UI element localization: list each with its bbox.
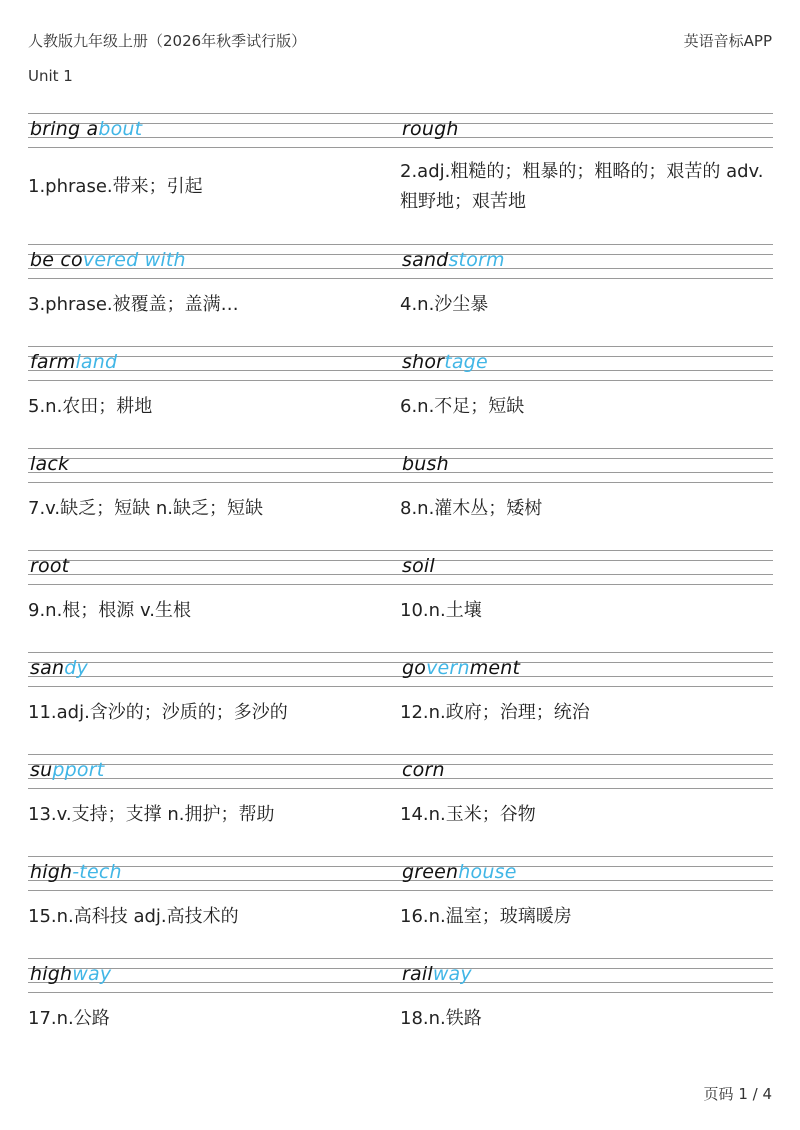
definition-left: 11.adj.含沙的；沙质的；多沙的 [28, 702, 288, 723]
definition-right: 2.adj.粗糙的；粗暴的；粗略的；艰苦的 adv.粗野地；艰苦地 [400, 161, 764, 212]
word-highlight-part: house [458, 861, 517, 883]
guide-line [28, 560, 773, 561]
definition-right: 16.n.温室；玻璃暖房 [400, 906, 572, 927]
word-highlight-part: vern [426, 657, 470, 679]
app-name: 英语音标APP [683, 32, 772, 50]
vocab-word-left [30, 860, 122, 884]
vocab-row [28, 448, 773, 550]
handwriting-lines [28, 113, 773, 151]
guide-line [28, 968, 773, 969]
word-part: rail [402, 963, 433, 985]
guide-line [28, 992, 773, 993]
vocab-word-left [30, 962, 111, 986]
vocab-word-left [30, 452, 69, 476]
definition-left: 13.v.支持；支撑 n.拥护；帮助 [28, 804, 275, 825]
word-highlight-part: tage [444, 351, 488, 373]
guide-line [28, 676, 773, 677]
word-highlight-part: land [75, 351, 118, 373]
word-part: bring a [30, 118, 99, 140]
guide-line [28, 574, 773, 575]
handwriting-lines [28, 448, 773, 486]
definition-right: 12.n.政府；治理；统治 [400, 702, 590, 723]
guide-line [28, 778, 773, 779]
vocab-word-left [30, 656, 88, 680]
word-part: high [30, 963, 73, 985]
guide-line [28, 472, 773, 473]
guide-line [28, 856, 773, 857]
guide-line [28, 958, 773, 959]
vocab-word-right [402, 656, 520, 680]
word-part: soil [402, 555, 435, 577]
word-highlight-part: -tech [72, 861, 122, 883]
guide-line [28, 550, 773, 551]
definition-right: 6.n.不足；短缺 [400, 396, 525, 417]
word-highlight-part: way [432, 963, 472, 985]
vocab-word-right [402, 117, 459, 141]
guide-line [28, 754, 773, 755]
vocab-word-right [402, 350, 488, 374]
page-number: 页码 1 / 4 [703, 1085, 772, 1103]
word-part: root [30, 555, 70, 577]
guide-line [28, 890, 773, 891]
guide-line [28, 448, 773, 449]
document-title: 人教版九年级上册（2026年秋季试行版） [28, 32, 307, 50]
guide-line [28, 147, 773, 148]
guide-line [28, 346, 773, 347]
word-part: corn [402, 759, 445, 781]
definition-left: 15.n.高科技 adj.高技术的 [28, 906, 239, 927]
guide-line [28, 982, 773, 983]
vocab-word-right [402, 962, 472, 986]
definition-right: 18.n.铁路 [400, 1008, 482, 1029]
handwriting-lines [28, 856, 773, 894]
word-highlight-part: storm [448, 249, 505, 271]
vocab-row [28, 754, 773, 856]
word-part: sand [402, 249, 449, 271]
word-highlight-part: pport [52, 759, 105, 781]
guide-line [28, 652, 773, 653]
definition-right: 10.n.土壤 [400, 600, 482, 621]
vocab-word-left [30, 758, 104, 782]
vocab-row [28, 652, 773, 754]
guide-line [28, 370, 773, 371]
vocab-row [28, 958, 773, 1060]
definition-left: 1.phrase.带来；引起 [28, 176, 203, 197]
word-part: farm [30, 351, 76, 373]
definition-right: 8.n.灌木丛；矮树 [400, 498, 543, 519]
guide-line [28, 880, 773, 881]
vocab-word-left [30, 248, 186, 272]
vocab-word-right [402, 860, 517, 884]
definition-left: 9.n.根；根源 v.生根 [28, 600, 192, 621]
handwriting-lines [28, 652, 773, 690]
definition-right: 14.n.玉米；谷物 [400, 804, 536, 825]
guide-line [28, 482, 773, 483]
guide-line [28, 244, 773, 245]
word-part: san [30, 657, 65, 679]
definition-right: 4.n.沙尘暴 [400, 294, 489, 315]
handwriting-lines [28, 346, 773, 384]
word-part: shor [402, 351, 445, 373]
guide-line [28, 584, 773, 585]
vocab-word-right [402, 452, 449, 476]
guide-line [28, 788, 773, 789]
guide-line [28, 866, 773, 867]
definition-left: 17.n.公路 [28, 1008, 110, 1029]
vocab-row [28, 113, 773, 244]
guide-line [28, 686, 773, 687]
guide-line [28, 458, 773, 459]
handwriting-lines [28, 550, 773, 588]
guide-line [28, 278, 773, 279]
word-part: rough [402, 118, 459, 140]
word-highlight-part: dy [64, 657, 88, 679]
vocab-row [28, 550, 773, 652]
word-part: be co [30, 249, 83, 271]
vocab-word-right [402, 758, 445, 782]
vocab-word-left [30, 117, 142, 141]
vocab-word-left [30, 350, 117, 374]
vocabulary-grid [28, 113, 773, 1060]
guide-line [28, 356, 773, 357]
vocab-word-left [30, 554, 69, 578]
word-part: high [30, 861, 73, 883]
guide-line [28, 662, 773, 663]
word-part: go [402, 657, 427, 679]
word-highlight-part: vered with [82, 249, 186, 271]
vocab-word-right [402, 554, 435, 578]
vocab-word-right [402, 248, 505, 272]
definition-left: 7.v.缺乏；短缺 n.缺乏；短缺 [28, 498, 264, 519]
handwriting-lines [28, 244, 773, 282]
guide-line [28, 380, 773, 381]
handwriting-lines [28, 754, 773, 792]
definition-left: 5.n.农田；耕地 [28, 396, 153, 417]
word-part: lack [30, 453, 70, 475]
vocab-row [28, 346, 773, 448]
word-part: su [30, 759, 53, 781]
vocab-row [28, 244, 773, 346]
word-part: bush [402, 453, 449, 475]
definition-left: 3.phrase.被覆盖；盖满… [28, 294, 239, 315]
word-part: ment [469, 657, 521, 679]
word-highlight-part: bout [98, 118, 143, 140]
unit-label: Unit 1 [28, 67, 73, 85]
guide-line [28, 113, 773, 114]
word-part: green [402, 861, 459, 883]
vocab-row [28, 856, 773, 958]
word-highlight-part: way [72, 963, 112, 985]
handwriting-lines [28, 958, 773, 996]
guide-line [28, 764, 773, 765]
